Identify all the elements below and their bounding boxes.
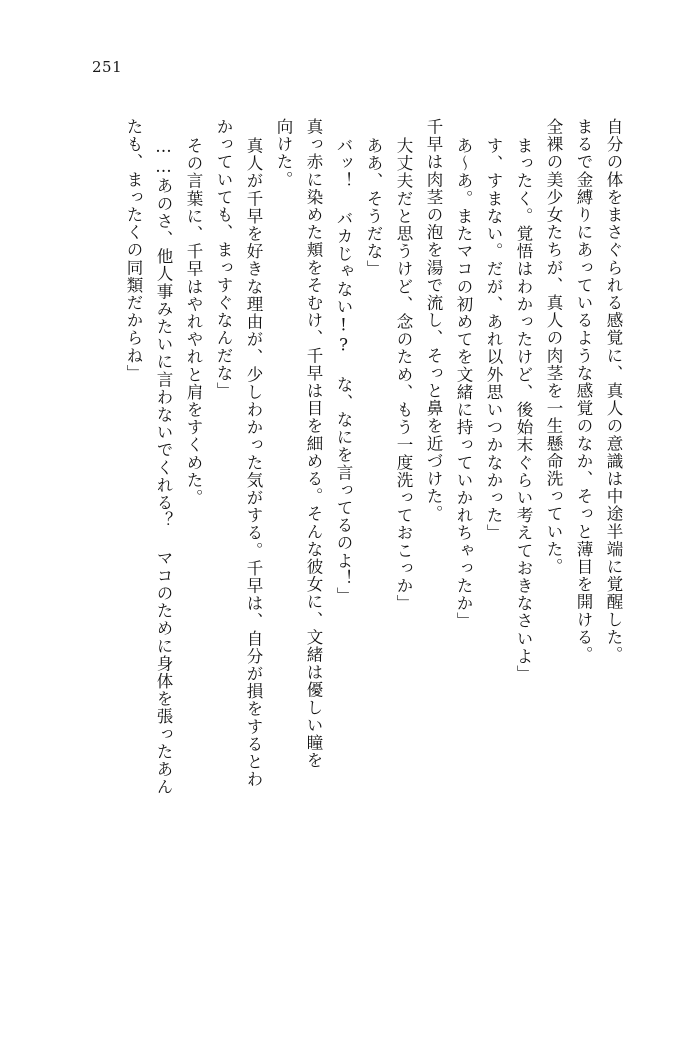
text-column: 向けた。: [274, 118, 293, 189]
text-column: まるで金縛りにあっているような感覚のなか、そっと薄目を開ける。: [574, 118, 593, 664]
text-column: バッ！ バカじゃない!? な、なにを言ってるのよ！」: [334, 137, 353, 605]
text-column: たも、まったくの同類だからね」: [124, 118, 143, 382]
text-column: 真っ赤に染めた頬をそむけ、千早は目を細める。そんな彼女に、文緒は優しい瞳を: [304, 118, 323, 770]
text-column: 自分の体をまさぐられる感覚に、真人の意識は中途半端に覚醒した。: [604, 118, 623, 664]
text-column: 全裸の美少女たちが、真人の肉茎を一生懸命洗っていた。: [544, 118, 563, 576]
text-column: あ〜あ。またマコの初めてを文緒に持っていかれちゃったか」: [454, 137, 473, 630]
text-column: 真人が千早を好きな理由が、少しわかった気がする。千早は、自分が損をするとわ: [244, 137, 263, 789]
text-column: まったく。覚悟はわかったけど、後始末ぐらい考えておきなさいよ」: [514, 137, 533, 683]
text-column: ……あのさ、他人事みたいに言わないでくれる？ マコのために身体を張ったあん: [154, 137, 173, 796]
vertical-text-body: [62, 118, 621, 948]
page-number: 251: [92, 58, 123, 76]
text-column: ああ、そうだな」: [364, 137, 383, 278]
text-column: 大丈夫だと思うけど、念のため、もう一度洗っておこっか」: [394, 137, 413, 613]
text-column: かっていても、まっすぐなんだな」: [214, 118, 233, 400]
text-column: その言葉に、千早はやれやれと肩をすくめた。: [184, 137, 203, 507]
text-column: す、すまない。だが、あれ以外思いつかなかった」: [484, 137, 503, 542]
text-column: 千早は肉茎の泡を湯で流し、そっと鼻を近づけた。: [424, 118, 443, 523]
